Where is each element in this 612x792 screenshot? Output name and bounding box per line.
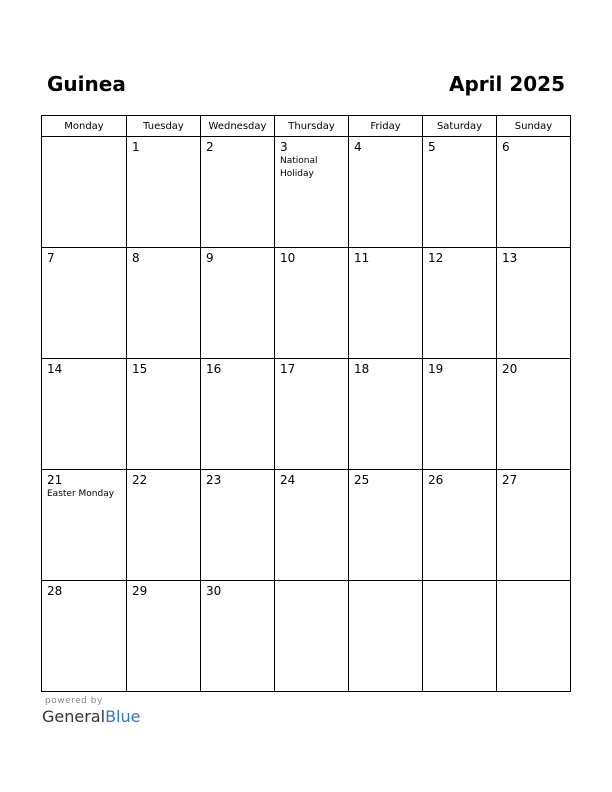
day-cell xyxy=(423,581,497,692)
week-row xyxy=(42,581,571,692)
brand-footer xyxy=(42,696,140,727)
holiday-label: National Holiday xyxy=(280,156,318,179)
day-cell xyxy=(349,359,423,470)
powered-by-text: powered by xyxy=(45,696,103,706)
day-number: 13 xyxy=(502,251,518,265)
week-row xyxy=(42,359,571,470)
day-cell xyxy=(201,248,275,359)
day-number: 2 xyxy=(206,140,214,154)
day-cell xyxy=(42,137,127,248)
day-number: 23 xyxy=(206,473,222,487)
weekday-friday: Friday xyxy=(349,116,423,137)
day-cell xyxy=(423,248,497,359)
day-number: 24 xyxy=(280,473,296,487)
day-cell xyxy=(275,581,349,692)
weekday-header-row xyxy=(42,116,571,137)
day-cell xyxy=(497,581,571,692)
week-row xyxy=(42,137,571,248)
day-cell xyxy=(423,359,497,470)
logo-blue: Blue xyxy=(105,707,141,726)
day-cell xyxy=(275,248,349,359)
day-cell xyxy=(42,359,127,470)
month-year-title: April 2025 xyxy=(449,72,565,96)
day-number: 6 xyxy=(502,140,510,154)
day-cell xyxy=(42,470,127,581)
day-cell xyxy=(127,248,201,359)
day-cell xyxy=(423,137,497,248)
day-number: 29 xyxy=(132,584,148,598)
day-number: 16 xyxy=(206,362,222,376)
day-number: 11 xyxy=(354,251,370,265)
weekday-wednesday: Wednesday xyxy=(201,116,275,137)
day-cell xyxy=(201,359,275,470)
calendar-body xyxy=(42,137,571,692)
day-number: 17 xyxy=(280,362,296,376)
day-number: 8 xyxy=(132,251,140,265)
day-number: 21 xyxy=(47,473,63,487)
day-number: 19 xyxy=(428,362,444,376)
day-cell xyxy=(42,581,127,692)
day-number: 14 xyxy=(47,362,63,376)
week-row xyxy=(42,470,571,581)
day-number: 25 xyxy=(354,473,370,487)
day-cell xyxy=(201,470,275,581)
day-cell xyxy=(423,470,497,581)
day-cell xyxy=(349,470,423,581)
country-title: Guinea xyxy=(47,72,126,96)
day-cell xyxy=(497,359,571,470)
generalblue-logo xyxy=(42,707,140,727)
day-number: 22 xyxy=(132,473,148,487)
day-cell xyxy=(275,470,349,581)
day-cell xyxy=(497,248,571,359)
day-cell xyxy=(42,248,127,359)
day-cell xyxy=(497,137,571,248)
day-number: 26 xyxy=(428,473,444,487)
day-number: 27 xyxy=(502,473,518,487)
day-number: 20 xyxy=(502,362,518,376)
day-number: 3 xyxy=(280,140,288,154)
day-cell xyxy=(201,581,275,692)
week-row xyxy=(42,248,571,359)
day-cell xyxy=(127,359,201,470)
weekday-sunday: Sunday xyxy=(497,116,571,137)
day-cell xyxy=(349,248,423,359)
weekday-thursday: Thursday xyxy=(275,116,349,137)
day-number: 18 xyxy=(354,362,370,376)
day-cell xyxy=(275,137,349,248)
day-number: 28 xyxy=(47,584,63,598)
day-number: 30 xyxy=(206,584,222,598)
weekday-tuesday: Tuesday xyxy=(127,116,201,137)
day-cell xyxy=(497,470,571,581)
calendar-grid xyxy=(41,115,571,692)
holiday-label: Easter Monday xyxy=(47,489,115,499)
day-number: 4 xyxy=(354,140,362,154)
day-number: 10 xyxy=(280,251,296,265)
day-number: 9 xyxy=(206,251,214,265)
day-cell xyxy=(127,137,201,248)
day-cell xyxy=(127,581,201,692)
day-number: 12 xyxy=(428,251,444,265)
logo-general: General xyxy=(42,707,106,726)
day-number: 7 xyxy=(47,251,55,265)
day-cell xyxy=(349,137,423,248)
day-number: 5 xyxy=(428,140,436,154)
day-cell xyxy=(201,137,275,248)
day-cell xyxy=(127,470,201,581)
day-number: 15 xyxy=(132,362,148,376)
day-cell xyxy=(349,581,423,692)
weekday-saturday: Saturday xyxy=(423,116,497,137)
day-cell xyxy=(275,359,349,470)
weekday-monday: Monday xyxy=(42,116,127,137)
day-number: 1 xyxy=(132,140,140,154)
